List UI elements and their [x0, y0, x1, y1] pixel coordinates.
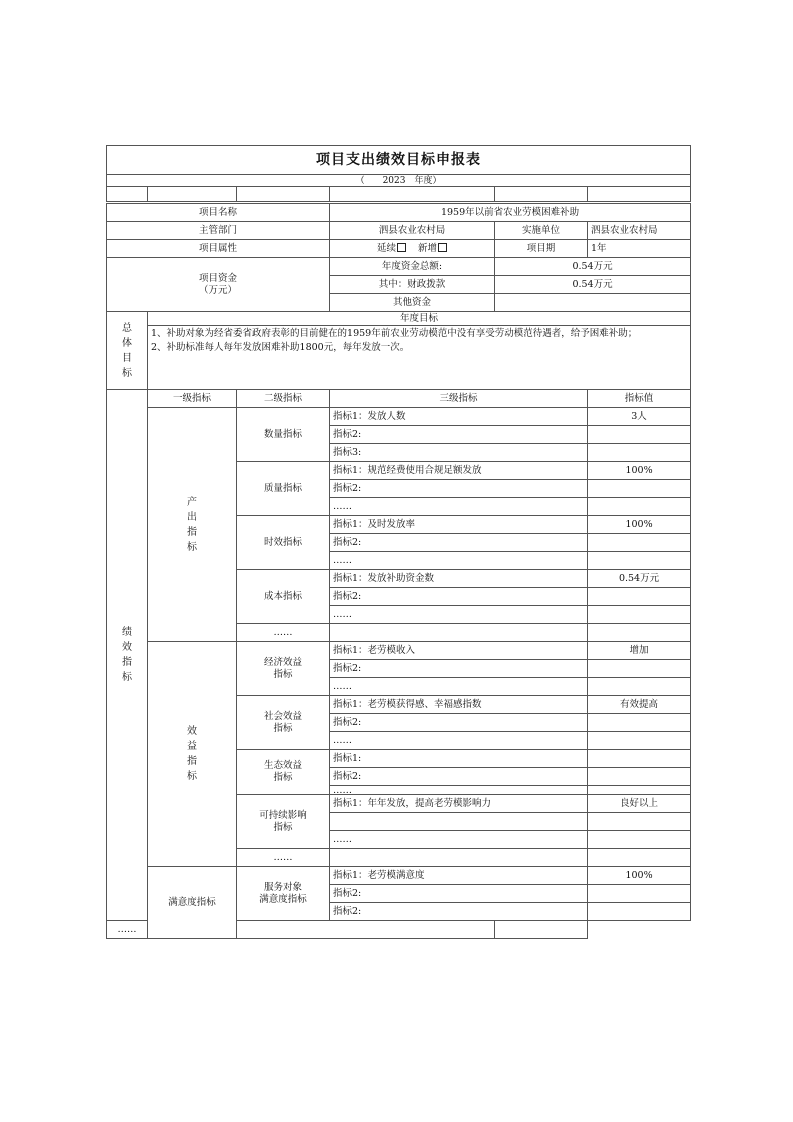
indicator-cell: 指标2: [330, 480, 588, 498]
period-label: 项目期 [495, 240, 588, 258]
indicator-value: 100% [588, 867, 691, 885]
indicator-cell: …… [330, 786, 588, 795]
indicator-value [588, 660, 691, 678]
indicator-cell: 指标1：规范经费使用合规足额发放 [330, 462, 588, 480]
indicator-cell: 指标2: [330, 903, 588, 921]
service-label-line2: 满意度指标 [259, 893, 307, 905]
indicator-value [588, 624, 691, 642]
indicator-value [588, 831, 691, 849]
indicator-value [588, 498, 691, 516]
indicator-value [588, 732, 691, 750]
sustainable-label-line1: 可持续影响 [259, 809, 307, 821]
indicator-value [588, 444, 691, 462]
economic-label-line1: 经济效益 [263, 656, 302, 668]
cost-label: 成本指标 [237, 570, 330, 624]
blank-cell [237, 187, 330, 202]
ecological-label-line1: 生态效益 [263, 760, 302, 771]
indicator-cell [330, 849, 588, 867]
indicator-cell: 指标2: [330, 714, 588, 732]
blank-cell [148, 187, 237, 202]
economic-label-line2: 指标 [273, 668, 293, 680]
indicator-cell [330, 624, 588, 642]
social-label-line2: 指标 [273, 722, 293, 734]
fund-total-label: 年度资金总额: [330, 258, 495, 276]
benefit-label [148, 642, 237, 867]
fund-other-value [495, 294, 691, 312]
indicator-cell: 指标1: [330, 750, 588, 768]
indicator-cell: …… [330, 606, 588, 624]
indicator-value [588, 849, 691, 867]
satisfaction-ellipsis: …… [107, 921, 148, 939]
indicator-cell: …… [330, 498, 588, 516]
indicator-value [588, 552, 691, 570]
indicator-cell: 指标3: [330, 444, 588, 462]
indicator-cell [330, 813, 588, 831]
checkbox-new[interactable] [438, 243, 447, 252]
attr-label: 项目属性 [107, 240, 330, 258]
fund-other-label: 其他资金 [330, 294, 495, 312]
output-label [148, 408, 237, 642]
indicator-cell: 指标1：发放人数 [330, 408, 588, 426]
service-label [237, 867, 330, 921]
blank-cell [107, 187, 148, 202]
indicator-value [495, 921, 588, 939]
indicator-value [588, 678, 691, 696]
timeliness-label: 时效指标 [237, 516, 330, 570]
project-name-value: 1959年以前省农业劳模困难补助 [330, 204, 691, 222]
indicator-value: 有效提高 [588, 696, 691, 714]
attr-value [330, 240, 495, 258]
performance-table [106, 145, 691, 939]
indicator-value [588, 903, 691, 921]
header-level3: 三级指标 [330, 390, 588, 408]
header-value: 指标值 [588, 390, 691, 408]
indicator-value: 良好以上 [588, 795, 691, 813]
indicator-value: 增加 [588, 642, 691, 660]
fund-fiscal-label: 其中：财政拨款 [330, 276, 495, 294]
goal-line-2: 2、补助标准每人每年发放困难补助1800元，每年发放一次。 [151, 342, 410, 353]
fund-total-value: 0.54万元 [495, 258, 691, 276]
indicator-value [588, 426, 691, 444]
project-name-label: 项目名称 [107, 204, 330, 222]
attr-new-label: 新增 [418, 242, 438, 254]
perf-side-text: 绩效指标 [122, 627, 132, 683]
indicator-value [588, 768, 691, 786]
output-label-text: 产出指标 [187, 496, 197, 553]
impl-value: 泗县农业农村局 [588, 222, 691, 240]
indicator-cell: 指标1：及时发放率 [330, 516, 588, 534]
fund-label-line2: （万元） [198, 284, 237, 296]
dept-value: 泗县农业农村局 [330, 222, 495, 240]
indicator-cell: 指标2: [330, 885, 588, 903]
indicator-value [588, 606, 691, 624]
attr-continue-label: 延续 [376, 242, 396, 254]
indicator-value [588, 714, 691, 732]
indicator-cell: 指标2: [330, 588, 588, 606]
form-title: 项目支出绩效目标申报表 [107, 146, 691, 175]
indicator-cell [237, 921, 495, 939]
benefit-ellipsis: …… [237, 849, 330, 867]
dept-label: 主管部门 [107, 222, 330, 240]
indicator-cell: …… [330, 552, 588, 570]
indicator-cell: …… [330, 732, 588, 750]
indicator-value [588, 588, 691, 606]
indicator-cell: 指标1：老劳模获得感、幸福感指数 [330, 696, 588, 714]
goal-side-label [107, 312, 148, 390]
fund-label-line1: 项目资金 [198, 272, 237, 284]
indicator-value: 100% [588, 516, 691, 534]
economic-label [237, 642, 330, 696]
satisfaction-label: 满意度指标 [148, 867, 237, 939]
year-line: （ 2023 年度） [107, 175, 691, 187]
indicator-cell: …… [330, 678, 588, 696]
indicator-cell: 指标1：发放补助资金数 [330, 570, 588, 588]
blank-cell [588, 187, 691, 202]
perf-side-label [107, 390, 148, 921]
indicator-cell: 指标2: [330, 426, 588, 444]
header-level1: 一级指标 [148, 390, 237, 408]
indicator-value [588, 813, 691, 831]
checkbox-continue[interactable] [397, 243, 406, 252]
indicator-value [588, 885, 691, 903]
output-ellipsis: …… [237, 624, 330, 642]
indicator-value [588, 750, 691, 768]
ecological-label [237, 750, 330, 795]
indicator-value: 100% [588, 462, 691, 480]
quality-label: 质量指标 [237, 462, 330, 516]
fund-label [107, 258, 330, 312]
goal-text [148, 326, 691, 390]
goal-line-1: 1、补助对象为经省委省政府表彰的目前健在的1959年前农业劳动模范中没有享受劳动模范待遇者，给予困难补助； [151, 328, 638, 339]
period-value: 1年 [588, 240, 691, 258]
service-label-line1: 服务对象 [263, 881, 302, 893]
goal-header: 年度目标 [148, 312, 691, 326]
blank-cell [330, 187, 495, 202]
goal-side-text: 总体目标 [122, 322, 132, 379]
impl-label: 实施单位 [495, 222, 588, 240]
indicator-cell: 指标2: [330, 534, 588, 552]
social-label-line1: 社会效益 [263, 710, 302, 722]
benefit-label-text: 效益指标 [187, 726, 197, 782]
header-level2: 二级指标 [237, 390, 330, 408]
indicator-value [588, 534, 691, 552]
indicator-cell: 指标1：老劳模收入 [330, 642, 588, 660]
indicator-value: 0.54万元 [588, 570, 691, 588]
sustainable-label-line2: 指标 [273, 821, 293, 833]
indicator-value [588, 480, 691, 498]
blank-cell [495, 187, 588, 202]
indicator-cell: 指标1：年年发放，提高老劳模影响力 [330, 795, 588, 813]
fund-fiscal-value: 0.54万元 [495, 276, 691, 294]
indicator-cell: …… [330, 831, 588, 849]
declaration-form [106, 145, 690, 939]
ecological-label-line2: 指标 [273, 772, 293, 783]
quantity-label: 数量指标 [237, 408, 330, 462]
sustainable-label [237, 795, 330, 849]
indicator-cell: 指标2: [330, 768, 588, 786]
indicator-cell: 指标2: [330, 660, 588, 678]
indicator-value: 3人 [588, 408, 691, 426]
indicator-value [588, 786, 691, 795]
indicator-cell: 指标1：老劳模满意度 [330, 867, 588, 885]
social-label [237, 696, 330, 750]
